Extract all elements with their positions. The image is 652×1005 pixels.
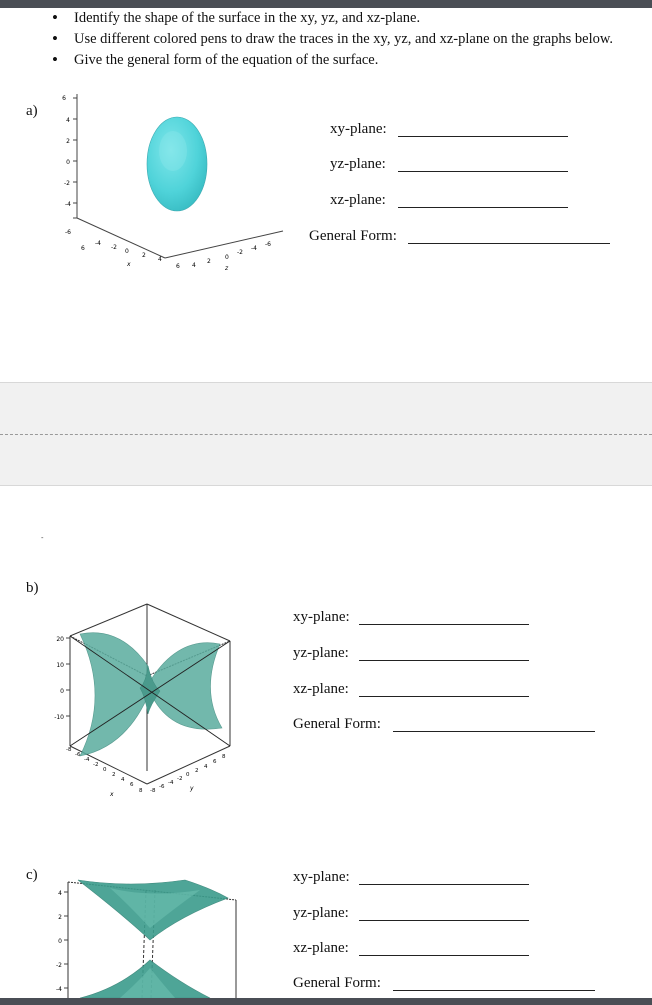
instruction-item: • Give the general form of the equation of the surface. [52, 52, 622, 69]
y-axis-label: z [225, 265, 229, 272]
x-tick: 6 [81, 245, 85, 252]
x-tick: -8 [66, 747, 72, 753]
problem-b-general-form-answer-line[interactable] [393, 731, 595, 732]
problem-b-xy-label: xy-plane: [293, 609, 350, 625]
z-tick: -2 [56, 962, 62, 969]
instruction-item: • Identify the shape of the surface in the xy, yz, and xz-plane. [52, 10, 622, 27]
z-tick: 6 [62, 95, 66, 102]
y-tick: 0 [186, 772, 190, 778]
x-tick: 0 [125, 248, 129, 255]
y-tick: 2 [207, 258, 211, 265]
problem-a-label: a) [26, 103, 38, 119]
z-tick: 2 [58, 914, 62, 921]
problem-a-general-form-label: General Form: [309, 228, 397, 244]
z-tick: -2 [64, 180, 70, 187]
bottom-toolbar-strip [0, 998, 652, 1005]
problem-b-label: b) [26, 580, 39, 596]
z-tick: 4 [66, 117, 70, 124]
problem-b-general-form-label: General Form: [293, 716, 381, 732]
saddle-surface [80, 633, 152, 756]
y-tick: -8 [150, 788, 156, 794]
z-tick: 0 [66, 159, 70, 166]
y-tick: 4 [192, 262, 196, 269]
x-tick: 6 [130, 782, 134, 788]
graph-b-hyperbolic-paraboloid [40, 596, 250, 811]
graph-c-hyperboloid [50, 868, 250, 998]
y-tick: -4 [251, 245, 257, 252]
page-break-dashed-line [0, 434, 652, 435]
graph-a-ellipsoid [55, 86, 295, 286]
y-tick: 4 [204, 764, 208, 770]
x-tick: 4 [158, 256, 162, 263]
y-tick: 6 [213, 759, 217, 765]
y-tick: -6 [159, 784, 165, 790]
problem-c-label: c) [26, 867, 38, 883]
problem-c-yz-answer-line[interactable] [359, 920, 529, 921]
problem-a-xz-label: xz-plane: [330, 192, 386, 208]
z-tick: 10 [56, 662, 64, 669]
problem-a-xy-answer-line[interactable] [398, 136, 568, 137]
z-tick: 2 [66, 138, 70, 145]
x-axis-label: x [110, 791, 114, 798]
y-tick: 0 [225, 254, 229, 261]
z-tick: 4 [58, 890, 62, 897]
problem-a-yz-answer-line[interactable] [398, 171, 568, 172]
problem-c-general-form-answer-line[interactable] [393, 990, 595, 991]
problem-b-xz-answer-line[interactable] [359, 696, 529, 697]
x-tick: 6 [176, 263, 180, 270]
x-tick: 2 [142, 252, 146, 259]
x-tick: -4 [95, 240, 101, 247]
x-tick: -2 [111, 244, 117, 251]
problem-c-xy-answer-line[interactable] [359, 884, 529, 885]
problem-a-general-form-answer-line[interactable] [408, 243, 610, 244]
x-tick: 2 [112, 772, 116, 778]
problem-b-xy-answer-line[interactable] [359, 624, 529, 625]
problem-a-xz-answer-line[interactable] [398, 207, 568, 208]
problem-b-xz-label: xz-plane: [293, 681, 349, 697]
x-tick: -6 [75, 752, 81, 758]
z-tick: -4 [56, 986, 62, 993]
problem-a-yz-label: yz-plane: [330, 156, 386, 172]
z-tick: 20 [56, 636, 64, 643]
y-tick: 2 [195, 768, 199, 774]
x-tick: -2 [93, 762, 99, 768]
z-tick: -10 [54, 714, 64, 721]
x-tick: 0 [103, 767, 107, 773]
instruction-list [52, 10, 622, 73]
problem-c-xz-label: xz-plane: [293, 940, 349, 956]
x-tick: 4 [121, 777, 125, 783]
x-tick: -4 [84, 757, 90, 763]
problem-a-xy-label: xy-plane: [330, 121, 387, 137]
problem-c-yz-label: yz-plane: [293, 905, 349, 921]
x-axis-label: x [127, 261, 131, 268]
problem-c-xy-label: xy-plane: [293, 869, 350, 885]
z-tick: -6 [65, 229, 71, 236]
problem-c-general-form-label: General Form: [293, 975, 381, 991]
y-tick: -4 [168, 780, 174, 786]
y-axis-label: y [190, 785, 194, 792]
y-tick: -2 [237, 249, 243, 256]
problem-b-yz-answer-line[interactable] [359, 660, 529, 661]
y-tick: -2 [177, 776, 183, 782]
y-tick: -6 [265, 241, 271, 248]
y-tick: 8 [222, 754, 226, 760]
problem-c-xz-answer-line[interactable] [359, 955, 529, 956]
z-tick: 0 [60, 688, 64, 695]
z-tick: -4 [65, 201, 71, 208]
instruction-item: • Use different colored pens to draw the traces in the xy, yz, and xz-plane on the graphs below. [52, 31, 622, 48]
z-tick: 0 [58, 938, 62, 945]
x-tick: 8 [139, 788, 143, 794]
stray-dash-mark: - [41, 534, 44, 542]
top-toolbar-strip [0, 0, 652, 8]
problem-b-yz-label: yz-plane: [293, 645, 349, 661]
